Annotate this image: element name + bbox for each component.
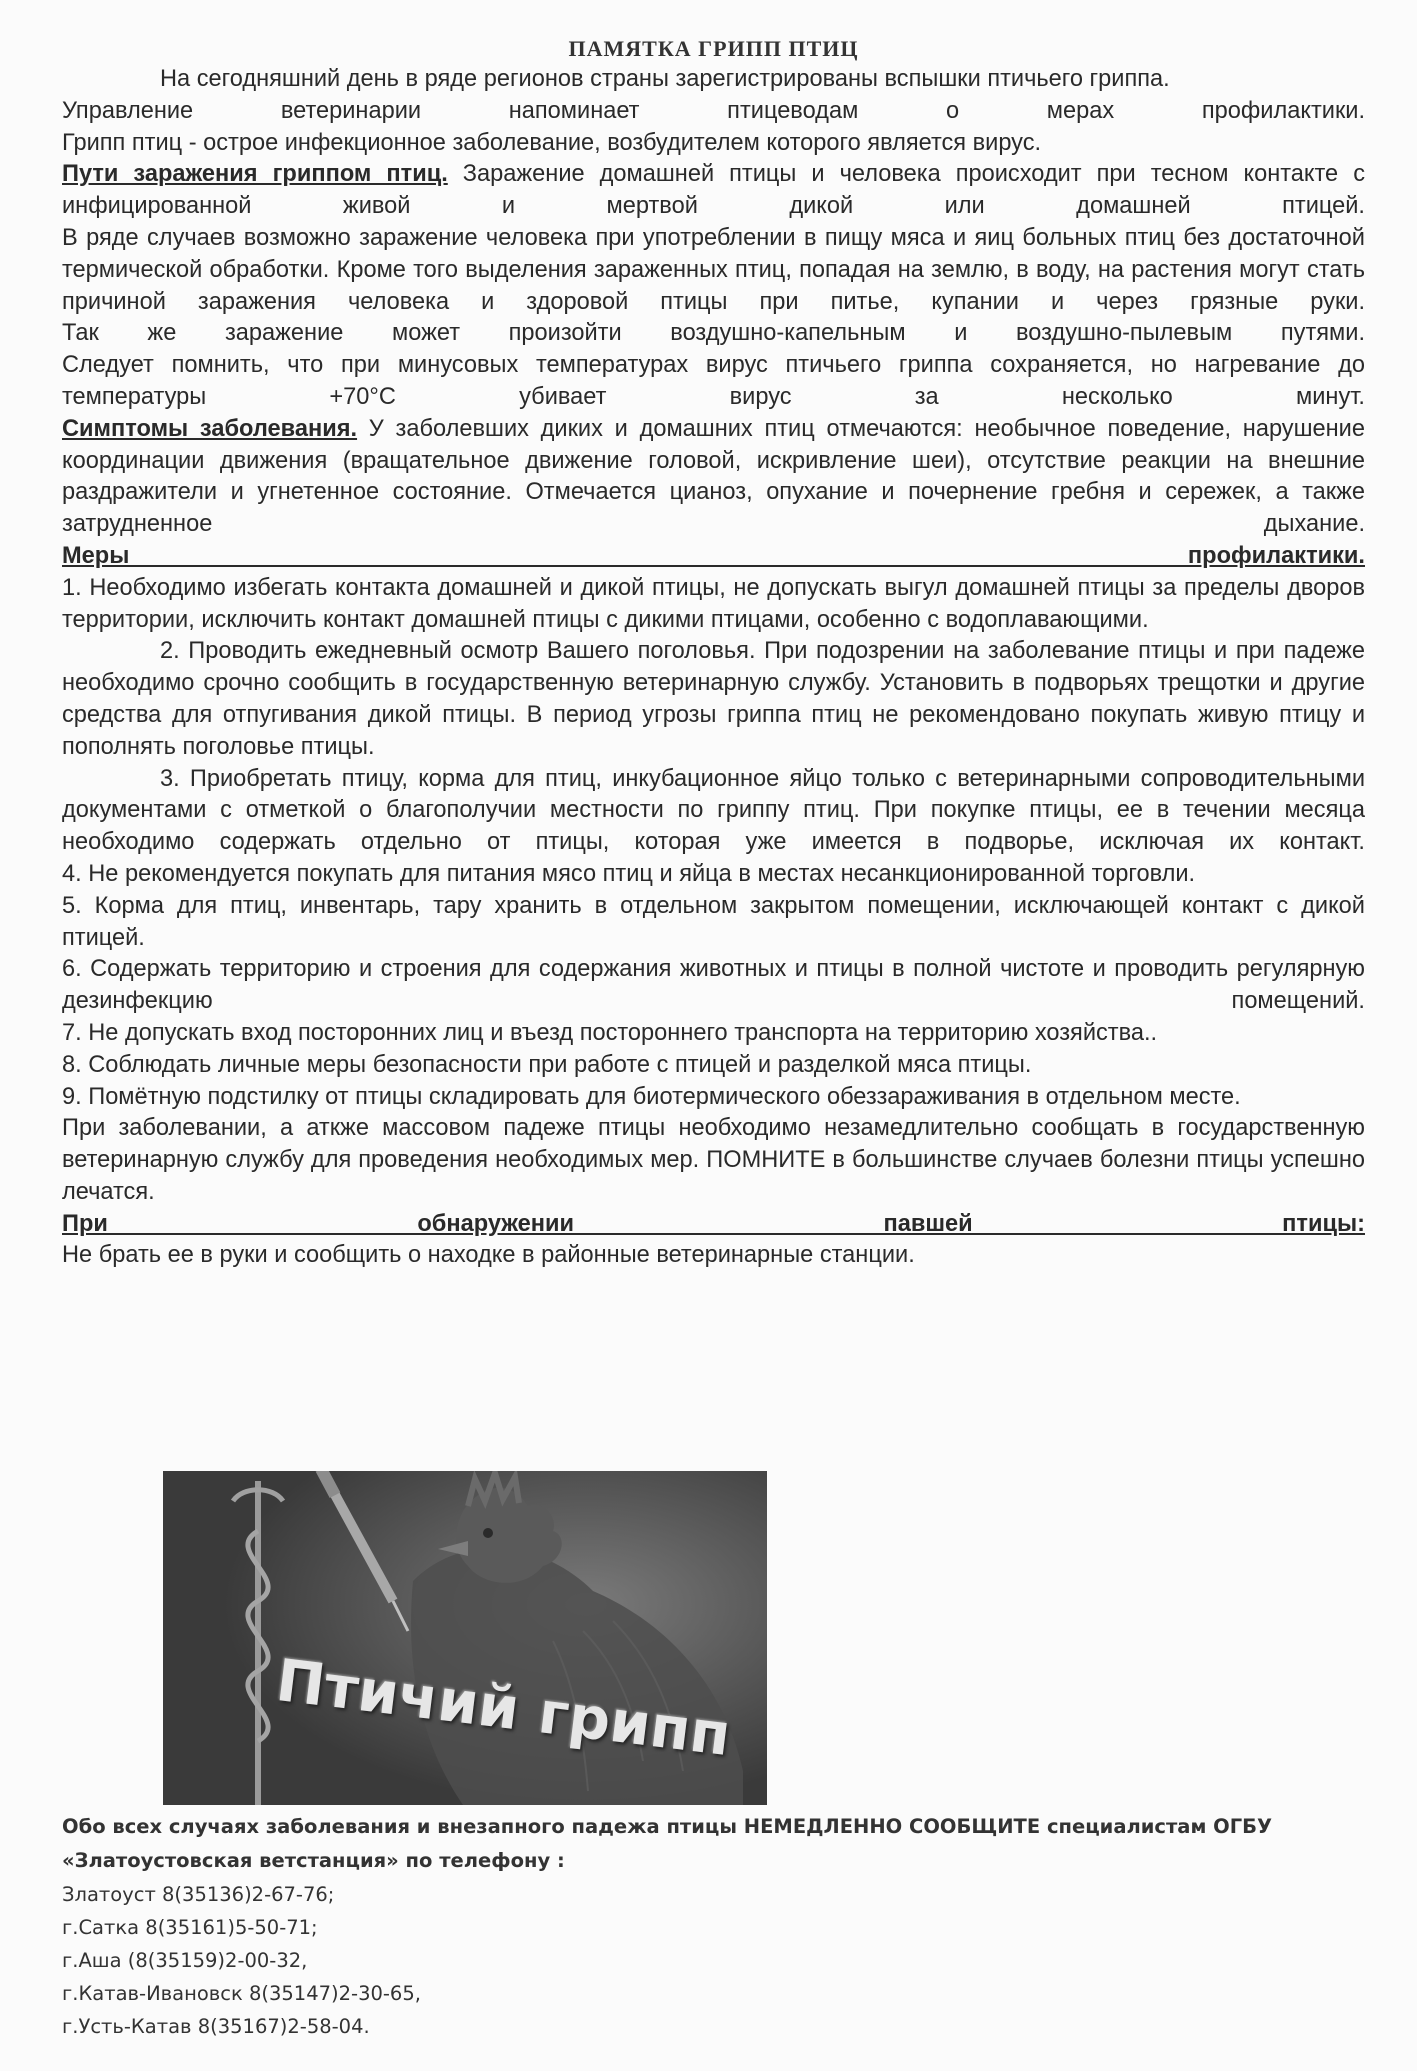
prevention-item-2: 2. Проводить ежедневный осмотр Вашего поголовья. При подозрении на заболевание птицы и при падеже необходимо срочно сообщить в государственную ветеринарную службу. Установить в подворьях трещотки и другие средства для отпугивания дикой птицы. В период угрозы гриппа птиц не рекомендовано покупать живую птицу и пополнять поголовье птицы. xyxy=(62,638,1365,760)
intro-paragraph-2: Управление ветеринарии напоминает птицеводам о мерах профилактики. xyxy=(62,97,1365,124)
intro-paragraph-1: На сегодняшний день в ряде регионов страны зарегистрированы вспышки птичьего гриппа. xyxy=(160,66,1170,92)
dead-bird-text: Не брать ее в руки и сообщить о находке в районные ветеринарные станции. xyxy=(62,1242,915,1269)
infection-text-3: Так же заражение может произойти воздушно-капельным и воздушно-пылевым путями. xyxy=(62,320,1365,347)
symptoms-paragraph xyxy=(62,414,1365,541)
prevention-item-9: 9. Помётную подстилку от птицы складировать для биотермического обеззараживания в отдельном месте. xyxy=(62,1083,1241,1110)
infection-text-4: Следует помнить, что при минусовых температурах вирус птичьего гриппа сохраняется, но нагревание до температуры +70°С убивает вирус за несколько минут. xyxy=(62,352,1365,410)
phone-line-katav-ivanovsk: г.Катав-Ивановск 8(35147)2-30-65, xyxy=(62,1982,421,2005)
symptoms-heading: Симптомы заболевания. xyxy=(62,415,358,442)
prevention-heading: Меры профилактики. xyxy=(62,542,1365,569)
phone-line-zlatoust: Златоуст 8(35136)2-67-76; xyxy=(62,1883,335,1906)
document-title: ПАМЯТКА ГРИПП ПТИЦ xyxy=(568,36,859,61)
contacts-block xyxy=(62,1810,1372,2043)
phone-line-ust-katav: г.Усть-Катав 8(35167)2-58-04. xyxy=(62,2015,370,2038)
prevention-item-8: 8. Соблюдать личные меры безопасности при работе с птицей и разделкой мяса птицы. xyxy=(62,1051,1032,1078)
prevention-item-6: 6. Содержать территорию и строения для содержания животных и птицы в полной чистоте и проводить регулярную дезинфекцию помещений. xyxy=(62,956,1365,1015)
document-body xyxy=(62,64,1365,1272)
phone-line-asha: г.Аша (8(35159)2-00-32, xyxy=(62,1949,308,1972)
prevention-item-7: 7. Не допускать вход посторонних лиц и въезд постороннего транспорта на территорию хозяйства.. xyxy=(62,1019,1158,1046)
disease-report-paragraph: При заболевании, а аткже массовом падеже птицы необходимо незамедлительно сообщать в государственную ветеринарную службу для проведения необходимых мер. ПОМНИТЕ в большинстве случаев болезни птицы успешно лечатся. xyxy=(62,1115,1365,1205)
prevention-item-4: 4. Не рекомендуется покупать для питания мясо птиц и яйца в местах несанкционированной торговли. xyxy=(62,860,1196,887)
infection-heading: Пути заражения гриппом птиц. xyxy=(62,161,448,188)
photo-caption: Птичий грипп xyxy=(272,1646,735,1770)
prevention-item-3: 3. Приобретать птицу, корма для птиц, инкубационное яйцо только с ветеринарными сопроводительными документами с отметкой о благополучии местности по гриппу птиц. При покупке птицы, ее в течении месяца необходимо содержать отдельно от птицы, которая уже имеется в подворье, исключая их контакт. xyxy=(62,765,1365,856)
infection-paragraph xyxy=(62,159,1365,223)
phone-line-satka: г.Сатка 8(35161)5-50-71; xyxy=(62,1916,318,1939)
contacts-lead: Обо всех случаях заболевания и внезапного падежа птицы НЕМЕДЛЕННО СООБЩИТЕ специалистам ОГБУ «Златоустовская ветстанция» по телефону : xyxy=(62,1815,1273,1872)
symptoms-text: У заболевших диких и домашних птиц отмечаются: необычное поведение, нарушение координации движения (вращательное движение головой, искривление шеи), отсутствие реакции на внешние раздражители и угнетенное состояние. Отмечается цианоз, опухание и почернение гребня и сережек, а также затрудненное дыхание. xyxy=(62,415,1365,538)
infection-text-1: Заражение домашней птицы и человека происходит при тесном контакте с инфицированной живой и мертвой дикой или домашней птицей. xyxy=(62,161,1365,220)
bird-flu-photo xyxy=(163,1471,767,1805)
prevention-item-1: 1. Необходимо избегать контакта домашней и дикой птицы, не допускать выгул домашней птицы за пределы дворов территории, исключить контакт домашней птицы с дикими птицами, особенно с водоплавающими. xyxy=(62,574,1365,633)
intro-paragraph-3: Грипп птиц - острое инфекционное заболевание, возбудителем которого является вирус. xyxy=(62,129,1042,156)
prevention-item-5: 5. Корма для птиц, инвентарь, тару хранить в отдельном закрытом помещении, исключающей контакт с дикой птицей. xyxy=(62,892,1365,951)
dead-bird-heading: При обнаружении павшей птицы: xyxy=(62,1210,1365,1237)
infection-text-2: В ряде случаев возможно заражение человека при употреблении в пищу мяса и яиц больных птиц без достаточной термической обработки. Кроме того выделения зараженных птиц, попадая на землю, в воду, на растения могут стать причиной заражения человека и здоровой птицы при питье, купании и через грязные руки. xyxy=(62,224,1365,315)
